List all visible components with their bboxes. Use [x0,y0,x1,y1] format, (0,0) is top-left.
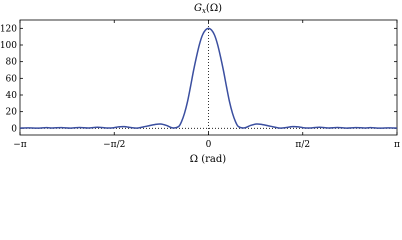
y-tick-label: 80 [5,57,17,68]
x-axis-title: Ω (rad) [189,154,227,165]
x-tick-label: π [394,140,400,150]
chart-title-rest: (Ω) [205,3,223,14]
reference-lines [20,20,397,135]
x-tick-label: −π [13,140,27,150]
y-tick-label: 40 [5,91,17,101]
x-tick-label: −π/2 [103,140,126,150]
x-tick-label: π/2 [295,140,311,150]
y-tick-label: 20 [5,107,17,118]
y-tick-label: 0 [11,124,17,135]
x-tick-label: 0 [205,140,212,150]
chart-title-main: G [193,3,202,14]
axis-ticks [0,20,400,150]
y-tick-label: 120 [0,24,17,35]
chart-title-subscript: x [201,7,206,15]
chart-title [194,3,222,15]
y-tick-label: 100 [0,41,17,51]
y-tick-label: 60 [5,74,17,85]
